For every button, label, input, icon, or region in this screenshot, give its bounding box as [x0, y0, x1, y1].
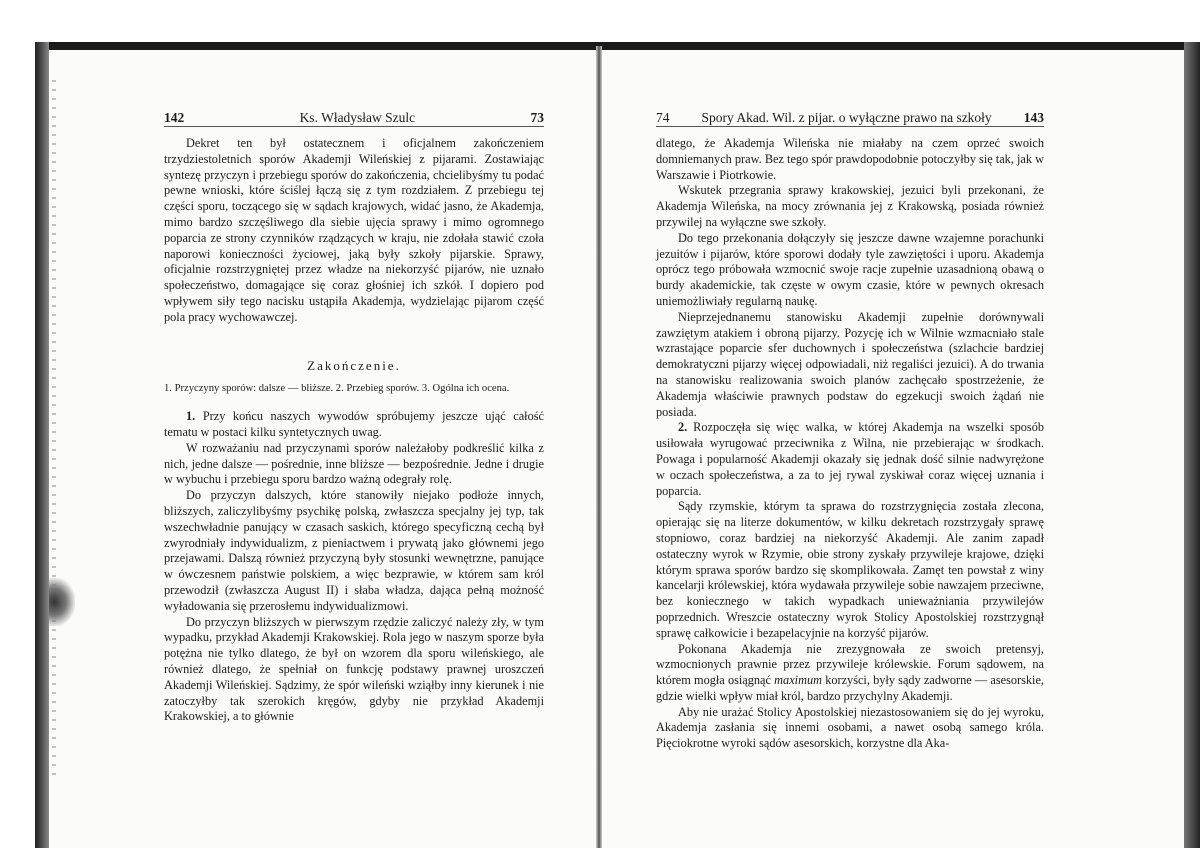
- paragraph: Dekret ten był ostatecznem i oficjalnem zakończeniem trzydziestoletnich sporów Akademji Wileńskiej z pijarami. Zostawiając syntezę przyczyn i przebiegu sporów do zakończenia, chcielibyśmy tu podać pewne wnioski, które ściślej łączą się z tym rozdziałem. Z przebiegu tej części sporu, toczącego się w sądach krajowych, widać jasno, że Akademja, mimo bardzo szczęśliwego dla siebie ujęcia sprawy i mimo ogromnego poparcia ze strony czynników rządzących w kraju, nie zdołała stawić czoła naporowi konieczności życiowej, jaką były szkoły pijarskie. Sprawy, oficjalnie rozstrzygniętej przez władze na niekorzyść pijarów, nie uznało społeczeństwo, domagające się coraz głośniej ich szkół. I dopiero pod wpływem siły tego nacisku ustąpiła Akademja, wydzielając pijarom część pola pracy wychowawczej.: [164, 136, 544, 324]
- paragraph: [656, 420, 1044, 499]
- scanner-edge-left: [35, 42, 49, 848]
- left-page-number: 142: [164, 110, 185, 125]
- paragraph: W rozważaniu nad przyczynami sporów należałoby podkreślić kilka z nich, jedne dalsze — pośrednie, inne bliższe — bezpośrednie. Jedne i drugie w wybuchu i przebiegu sporu bardzo ważną odegrały rolę.: [164, 440, 544, 487]
- right-text-column: [656, 136, 1044, 752]
- page-edge-specks: [52, 80, 56, 780]
- paragraph-number: 2.: [678, 420, 688, 435]
- right-running-title: Spory Akad. Wil. z pijar. o wyłączne prawo na szkoły: [701, 110, 992, 125]
- paragraph: Do przyczyn dalszych, które stanowiły niejako podłoże innych, bliższych, zaliczylibyśmy psychikę polską, zwłaszcza specjalny jej typ, tak wszechwładnie panujący w czasach saskich, którego specyficzną cechą był zwyrodniały indywidualizm, z pieniactwem i prywatą jako głównemi jego przejawami. Dalszą również przyczyną były stosunki wewnętrzne, panujące w ówczesnem państwie polskiem, a więc bezprawie, w którem sam król przewodził (zwłaszcza August II) i słaba władza, dająca pełną możność wyładowania się przerosłemu indywidualizmowi.: [164, 488, 544, 613]
- paragraph: Wskutek przegrania sprawy krakowskiej, jezuici byli przekonani, że Akademja Wileńska, na mocy zrównania jej z Krakowską, posiada również przywilej na wyłączne swe szkoły.: [656, 183, 1044, 229]
- italic-term: maximum: [774, 673, 822, 688]
- paragraph: [656, 642, 1044, 705]
- paragraph-text: korzyści, były sądy zadworne — asesorskie, gdzie wielki wpływ miał król, bardzo przychylny Akademji.: [656, 673, 1044, 703]
- paragraph: Nieprzejednanemu stanowisku Akademji zupełnie dorównywali zawziętym atakiem i obroną pijarzy. Pozycję ich w Wilnie wzmacniało stale wzrastające poparcie sfer duchownych i społeczeństwa (szlachcie bardziej demokratyczni pijarzy więcej odpowiadali, niż regaliści jezuici). A do trwania na stanowisku realizowania swoich planów zachęcało spostrzeżenie, że Akademja właściwie prawnych podstaw do egzekucji swoich żądań nie posiada.: [656, 309, 1044, 419]
- paragraph: [164, 409, 544, 441]
- paragraph-text: Rozpoczęła się więc walka, w której Akademja na wszelki sposób usiłowała wyrugować przeciwnika z Wilna, nie przebierając w środkach. Powaga i popularność Akademji okazały się jednak dość silnie nadwyrężone w oczach społeczeństwa, a za to jej rywal zyskiwał coraz więcej uznania i poparcia.: [656, 420, 1044, 498]
- paragraph: dlatego, że Akademja Wileńska nie miałaby na czem oprzeć swoich domniemanych praw. Bez tego spór prawdopodobnie potoczyłby się tak, jak w Warszawie i Piotrkowie.: [656, 136, 1044, 182]
- scanner-edge-top: [35, 42, 1200, 50]
- section-title: Zakończenie.: [307, 357, 401, 373]
- paragraph: Do przyczyn bliższych w pierwszym rzędzie zaliczyć należy zły, w tym wypadku, przykład Akademji Krakowskiej. Rola jego w naszym sporze była potężna nie tylko dlatego, że był on wzorem dla sporu wileńskiego, ale również dlatego, że spełniał on funkcję podstawy prawnej uroszczeń Akademji Wileńskiej. Sądzimy, że spór wileński wziąłby inny kierunek i nie zatoczyłby tak szerokich kręgów, gdyby nie przykład Akademji Krakowskiej, a to głównie: [164, 614, 544, 724]
- paragraph-number: 1.: [186, 409, 196, 424]
- left-text-column: [164, 136, 544, 725]
- book-spine: [596, 46, 602, 848]
- scanner-edge-right: [1184, 42, 1200, 848]
- paragraph-text: Przy końcu naszych wywodów spróbujemy jeszcze ująć całość tematu w postaci kilku syntetycznych uwag.: [164, 409, 544, 439]
- left-inner-number: 73: [530, 110, 544, 125]
- paragraph: Aby nie urażać Stolicy Apostolskiej niezastosowaniem się do jej wyroku, Akademja zasłania się innemi osobami, a nawet osobą samego króla. Pięciokrotne wyroki sądów asesorskich, korzystne dla Aka-: [656, 704, 1044, 751]
- section-summary: 1. Przyczyny sporów: dalsze — bliższe. 2. Przebieg sporów. 3. Ogólna ich ocena.: [164, 383, 510, 395]
- right-inner-number: 74: [656, 110, 670, 125]
- left-running-head: [164, 106, 544, 127]
- right-page-number: 143: [1023, 110, 1044, 125]
- right-running-head: [656, 106, 1044, 127]
- paragraph: Do tego przekonania dołączyły się jeszcze dawne wzajemne porachunki jezuitów i pijarów, które sporowi dodały tyle zawziętości i uporu. Akademja oprócz tego próbowała wzmocnić swoje racje zupełnie uzasadnioną obawą o burdy akademickie, tak częste w owym czasie, które w pewnych okresach uniemożliwiały regularną naukę.: [656, 230, 1044, 308]
- paragraph: Sądy rzymskie, którym ta sprawa do rozstrzygnięcia została zlecona, opierając się na literze dokumentów, w kilku dekretach rozstrzygały sprawę stopniowo, coraz bardziej na niekorzyść Akademji. Ale zanim zapadł ostateczny wyrok w Rzymie, obie strony zyskały przywileje krajowe, dzięki którym sprawa sporów bardzo się skomplikowała. Zamęt ten powstał z winy kancelarji królewskiej, która wydawała przywileje sobie nawzajem przeciwne, bez koniecznego w takich wypadkach unieważniania przywilejów poprzednich. Wreszcie ostateczny wyrok Stolicy Apostolskiej rozstrzygnął sprawę całkowicie i bezapelacyjnie na korzyść pijarów.: [656, 499, 1044, 640]
- binding-clip-shadow: [49, 578, 75, 626]
- left-running-title: Ks. Władysław Szulc: [299, 110, 416, 125]
- paragraph-text: Pokonana Akademja nie zrezygnowała ze swoich pretensyj, wzmocnionych prawnie przez przywileje królewskie. Forum sądowem, na którem mogła osiągnąć: [656, 641, 1044, 688]
